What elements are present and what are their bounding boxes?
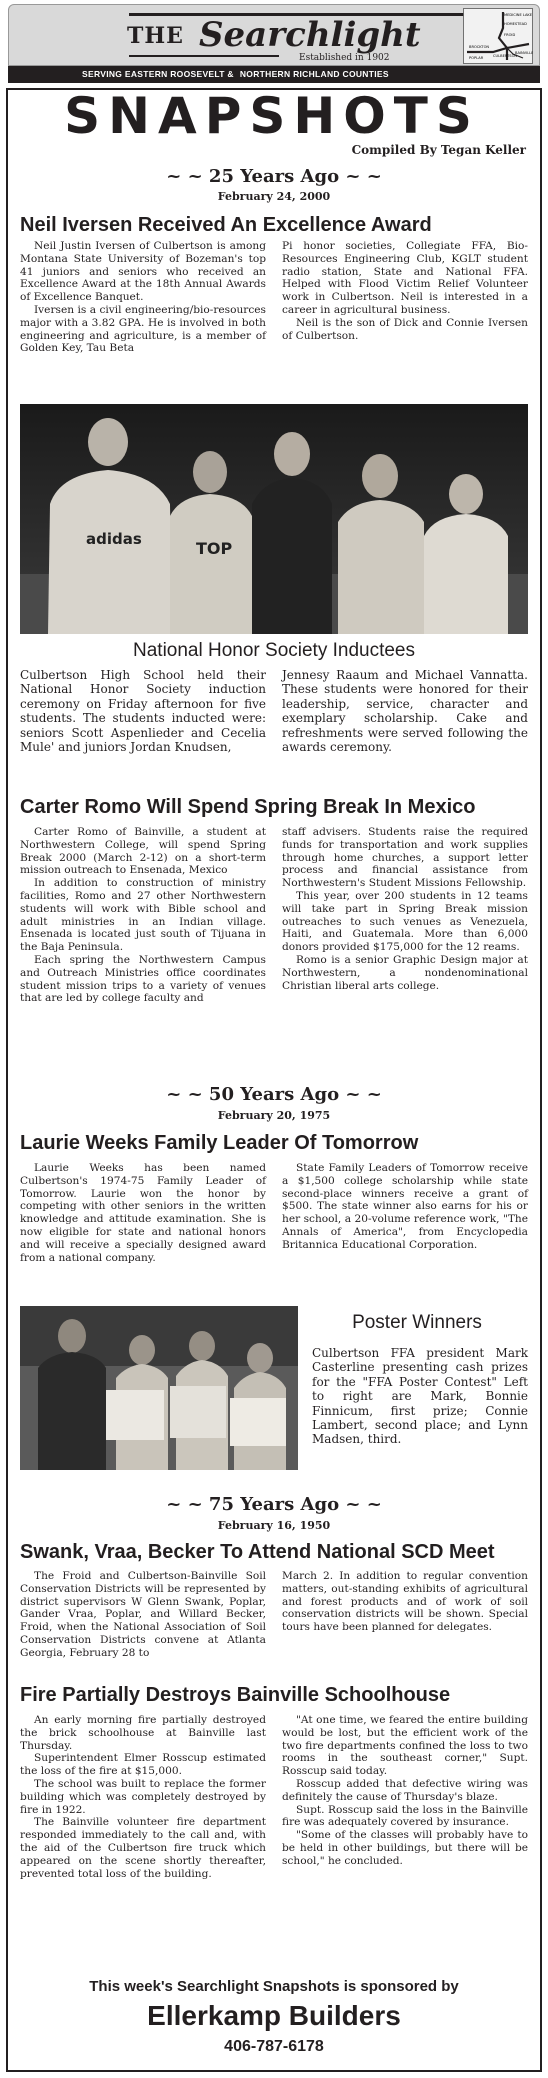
article-iversen	[20, 240, 528, 355]
paragraph: Superintendent Elmer Rosscup estimated the loss of the fire at $15,000.	[20, 1752, 266, 1778]
article-column-right	[282, 668, 528, 754]
photo-poster-winners-image	[20, 1306, 298, 1470]
tagline-right: NORTHERN RICHLAND COUNTIES	[239, 69, 389, 79]
section-date-75: February 16, 1950	[217, 1519, 331, 1532]
map-label: FROID	[504, 33, 516, 37]
paragraph: Neil Justin Iversen of Culbertson is among Montana State University of Bozeman's top 41 juniors and seniors who received an Excellence Award at the 18th Annual Awards of Excellence Banquet.	[20, 240, 266, 304]
sponsor-name: Ellerkamp Builders	[147, 2000, 401, 2031]
headline-fire: Fire Partially Destroys Bainville Schoolhouse	[20, 1684, 451, 1706]
article-column-left	[20, 1570, 266, 1660]
paragraph: Pi honor societies, Collegiate FFA, Bio-Resources Engineering Club, KGLT student radio station, State and National FFA. Helped with Flood Victim Relief Volunteer work in Culbertson. Neil is interested in a career in agricultural business.	[282, 240, 528, 316]
article-honor-society	[20, 668, 528, 754]
headline-romo: Carter Romo Will Spend Spring Break In Mexico	[20, 796, 476, 818]
paragraph: March 2. In addition to regular convention matters, out-standing exhibits of agricultural and forest products and of work of soil conservation districts will be shown. Special tours have been planned for delegates.	[282, 1570, 528, 1634]
compiled-by: Compiled By Tegan Keller	[351, 143, 526, 157]
article-column-right	[282, 1714, 528, 1880]
map-label: POPLAR	[469, 56, 484, 60]
article-column-left	[20, 240, 266, 355]
paragraph: Culbertson FFA president Mark Casterline presenting cash prizes for the "FFA Poster Contest" Left to right are Mark, Bonnie Finnicum, first prize; Connie Lambert, second place; and Lynn Madsen, third.	[312, 1346, 528, 1447]
headline-weeks: Laurie Weeks Family Leader Of Tomorrow	[20, 1132, 419, 1154]
article-fire	[20, 1714, 528, 1880]
article-weeks	[20, 1162, 528, 1264]
article-column-right	[282, 1570, 528, 1660]
photo-caption-honor-society: National Honor Society Inductees	[133, 640, 415, 661]
paragraph: State Family Leaders of Tomorrow receive a $1,500 college scholarship while state second-place winners receive a grant of $500. The state winner also earns for his or her school, a 20-volume reference work, "The Annals of America", from Encyclopedia Britannica Educational Corporation.	[282, 1162, 528, 1251]
section-heading-75: ~ ~ 75 Years Ago ~ ~	[166, 1494, 382, 1515]
photo-honor-society	[20, 404, 528, 634]
article-column-left	[20, 1162, 266, 1264]
map-label: CULBERTSON	[493, 54, 518, 58]
article-column	[312, 1346, 528, 1447]
paragraph: Iversen is a civil engineering/bio-resources major with a 3.82 GPA. He is involved in both engineering and agriculture, is a member of Golden Key, Tau Beta	[20, 303, 266, 355]
map-label: BAINVILLE	[515, 51, 533, 55]
paragraph: Carter Romo of Bainville, a student at Northwestern College, will spend Spring Break 2000 (March 2-12) on a short-term mission outreach to Ensenada, Mexico	[20, 826, 266, 877]
article-column-right	[282, 1162, 528, 1264]
area-map-icon	[463, 8, 533, 64]
section-date-50: February 20, 1975	[217, 1109, 331, 1122]
paragraph: Rosscup added that defective wiring was definitely the cause of Thursday's blaze.	[282, 1777, 528, 1803]
tagline-left: SERVING EASTERN ROOSEVELT &	[82, 69, 234, 79]
section-heading-25: ~ ~ 25 Years Ago ~ ~	[166, 166, 382, 187]
photo-caption-poster-winners: Poster Winners	[352, 1312, 482, 1333]
paragraph: Laurie Weeks has been named Culbertson's 1974-75 Family Leader of Tomorrow. Laurie won the honor by competing with other seniors in the written knowledge and attitude examination. She is now eligible for state and national honors and will receive a specially designed award from a national company.	[20, 1162, 266, 1264]
paragraph: Jennesy Raaum and Michael Vannatta. These students were honored for their leadership, service, character and exemplary scholarship. Cake and refreshments were served following the awards ceremony.	[282, 668, 528, 755]
masthead	[8, 4, 540, 84]
map-label: BROCKTON	[469, 45, 490, 49]
masthead-established: Established in 1902	[299, 53, 390, 63]
sponsor-phone: 406-787-6178	[224, 2038, 324, 2055]
article-scd-meet	[20, 1570, 528, 1660]
map-label: HOMESTEAD	[504, 22, 527, 26]
article-column-left	[20, 1714, 266, 1880]
paragraph: Supt. Rosscup said the loss in the Bainville fire was adequately covered by insurance.	[282, 1803, 528, 1829]
headline-scd-meet: Swank, Vraa, Becker To Attend National SCD Meet	[20, 1541, 495, 1563]
article-poster-winners	[312, 1346, 528, 1447]
paragraph: staff advisers. Students raise the required funds for transportation and work supplies through home churches, a support letter process and financial assistance from Northwestern's Student Missions Fellowship.	[282, 826, 528, 890]
paragraph: Each spring the Northwestern Campus and Outreach Ministries office coordinates student mission trips to a variety of venues that are led by college faculty and	[20, 953, 266, 1005]
paragraph: An early morning fire partially destroyed the brick schoolhouse at Bainville last Thursday.	[20, 1714, 266, 1752]
masthead-the: THE	[127, 23, 184, 49]
masthead-underline	[129, 55, 279, 57]
shirt-text: TOP	[196, 539, 233, 558]
photo-honor-society-image	[20, 404, 528, 634]
section-heading-50: ~ ~ 50 Years Ago ~ ~	[166, 1084, 382, 1105]
paragraph: Romo is a senior Graphic Design major at Northwestern, a nondenominational Christian liberal arts college.	[282, 953, 528, 992]
paragraph: This year, over 200 students in 12 teams will take part in Spring Break mission outreaches to such venues as Venezuela, Haiti, and Guatemala. More than 6,000 donors provided $175,000 for the 12 reams.	[282, 889, 528, 954]
article-column-left	[20, 826, 266, 1005]
masthead-name: Searchlight	[199, 15, 421, 55]
section-date-25: February 24, 2000	[217, 190, 331, 203]
masthead-tagline	[8, 66, 540, 83]
paragraph: "Some of the classes will probably have to be held in other buildings, but there will be school," he concluded.	[282, 1829, 528, 1867]
page-title: SNAPSHOTS	[64, 87, 480, 145]
masthead-banner	[8, 4, 540, 66]
paragraph: Neil is the son of Dick and Connie Iversen of Culbertson.	[282, 316, 528, 342]
article-romo	[20, 826, 528, 1005]
paragraph: The Froid and Culbertson-Bainville Soil Conservation Districts will be represented by district supervisors W Glenn Swank, Poplar, Gander Vraa, Poplar, and Willard Becker, Froid, when the National Association of Soil Conservation Districts convene at Atlanta Georgia, February 28 to	[20, 1570, 266, 1659]
map-label: MEDICINE LAKE	[504, 13, 533, 17]
headline-iversen: Neil Iversen Received An Excellence Award	[20, 214, 432, 236]
paragraph: The school was built to replace the former building which was completely destroyed by fire in 1922.	[20, 1777, 266, 1816]
article-column-right	[282, 826, 528, 1005]
paragraph: The Bainville volunteer fire department responded immediately to the call and, with the aid of the Culbertson fire truck which appeared on the scene shortly thereafter, prevented total loss of the building.	[20, 1816, 266, 1880]
sponsor-line: This week's Searchlight Snapshots is sponsored by	[89, 1978, 459, 1995]
article-column-right	[282, 240, 528, 355]
paragraph: In addition to construction of ministry facilities, Romo and 27 other Northwestern students will work with Bible school and adult ministries in an Indian village. Ensenada is located just south of Tijuana in the Baja Peninsula.	[20, 877, 266, 954]
paragraph: "At one time, we feared the entire building would be lost, but the efficient work of the two fire departments confined the loss to two rooms in the southeast corner," Supt. Rosscup said today.	[282, 1714, 528, 1778]
shirt-text: adidas	[86, 530, 142, 548]
article-column-left	[20, 668, 266, 754]
photo-poster-winners	[20, 1306, 298, 1470]
paragraph: Culbertson High School held their National Honor Society induction ceremony on Friday afternoon for five students. The students inducted were: seniors Scott Aspenlieder and Cecelia Mule' and juniors Jordan Knudsen,	[20, 668, 266, 755]
